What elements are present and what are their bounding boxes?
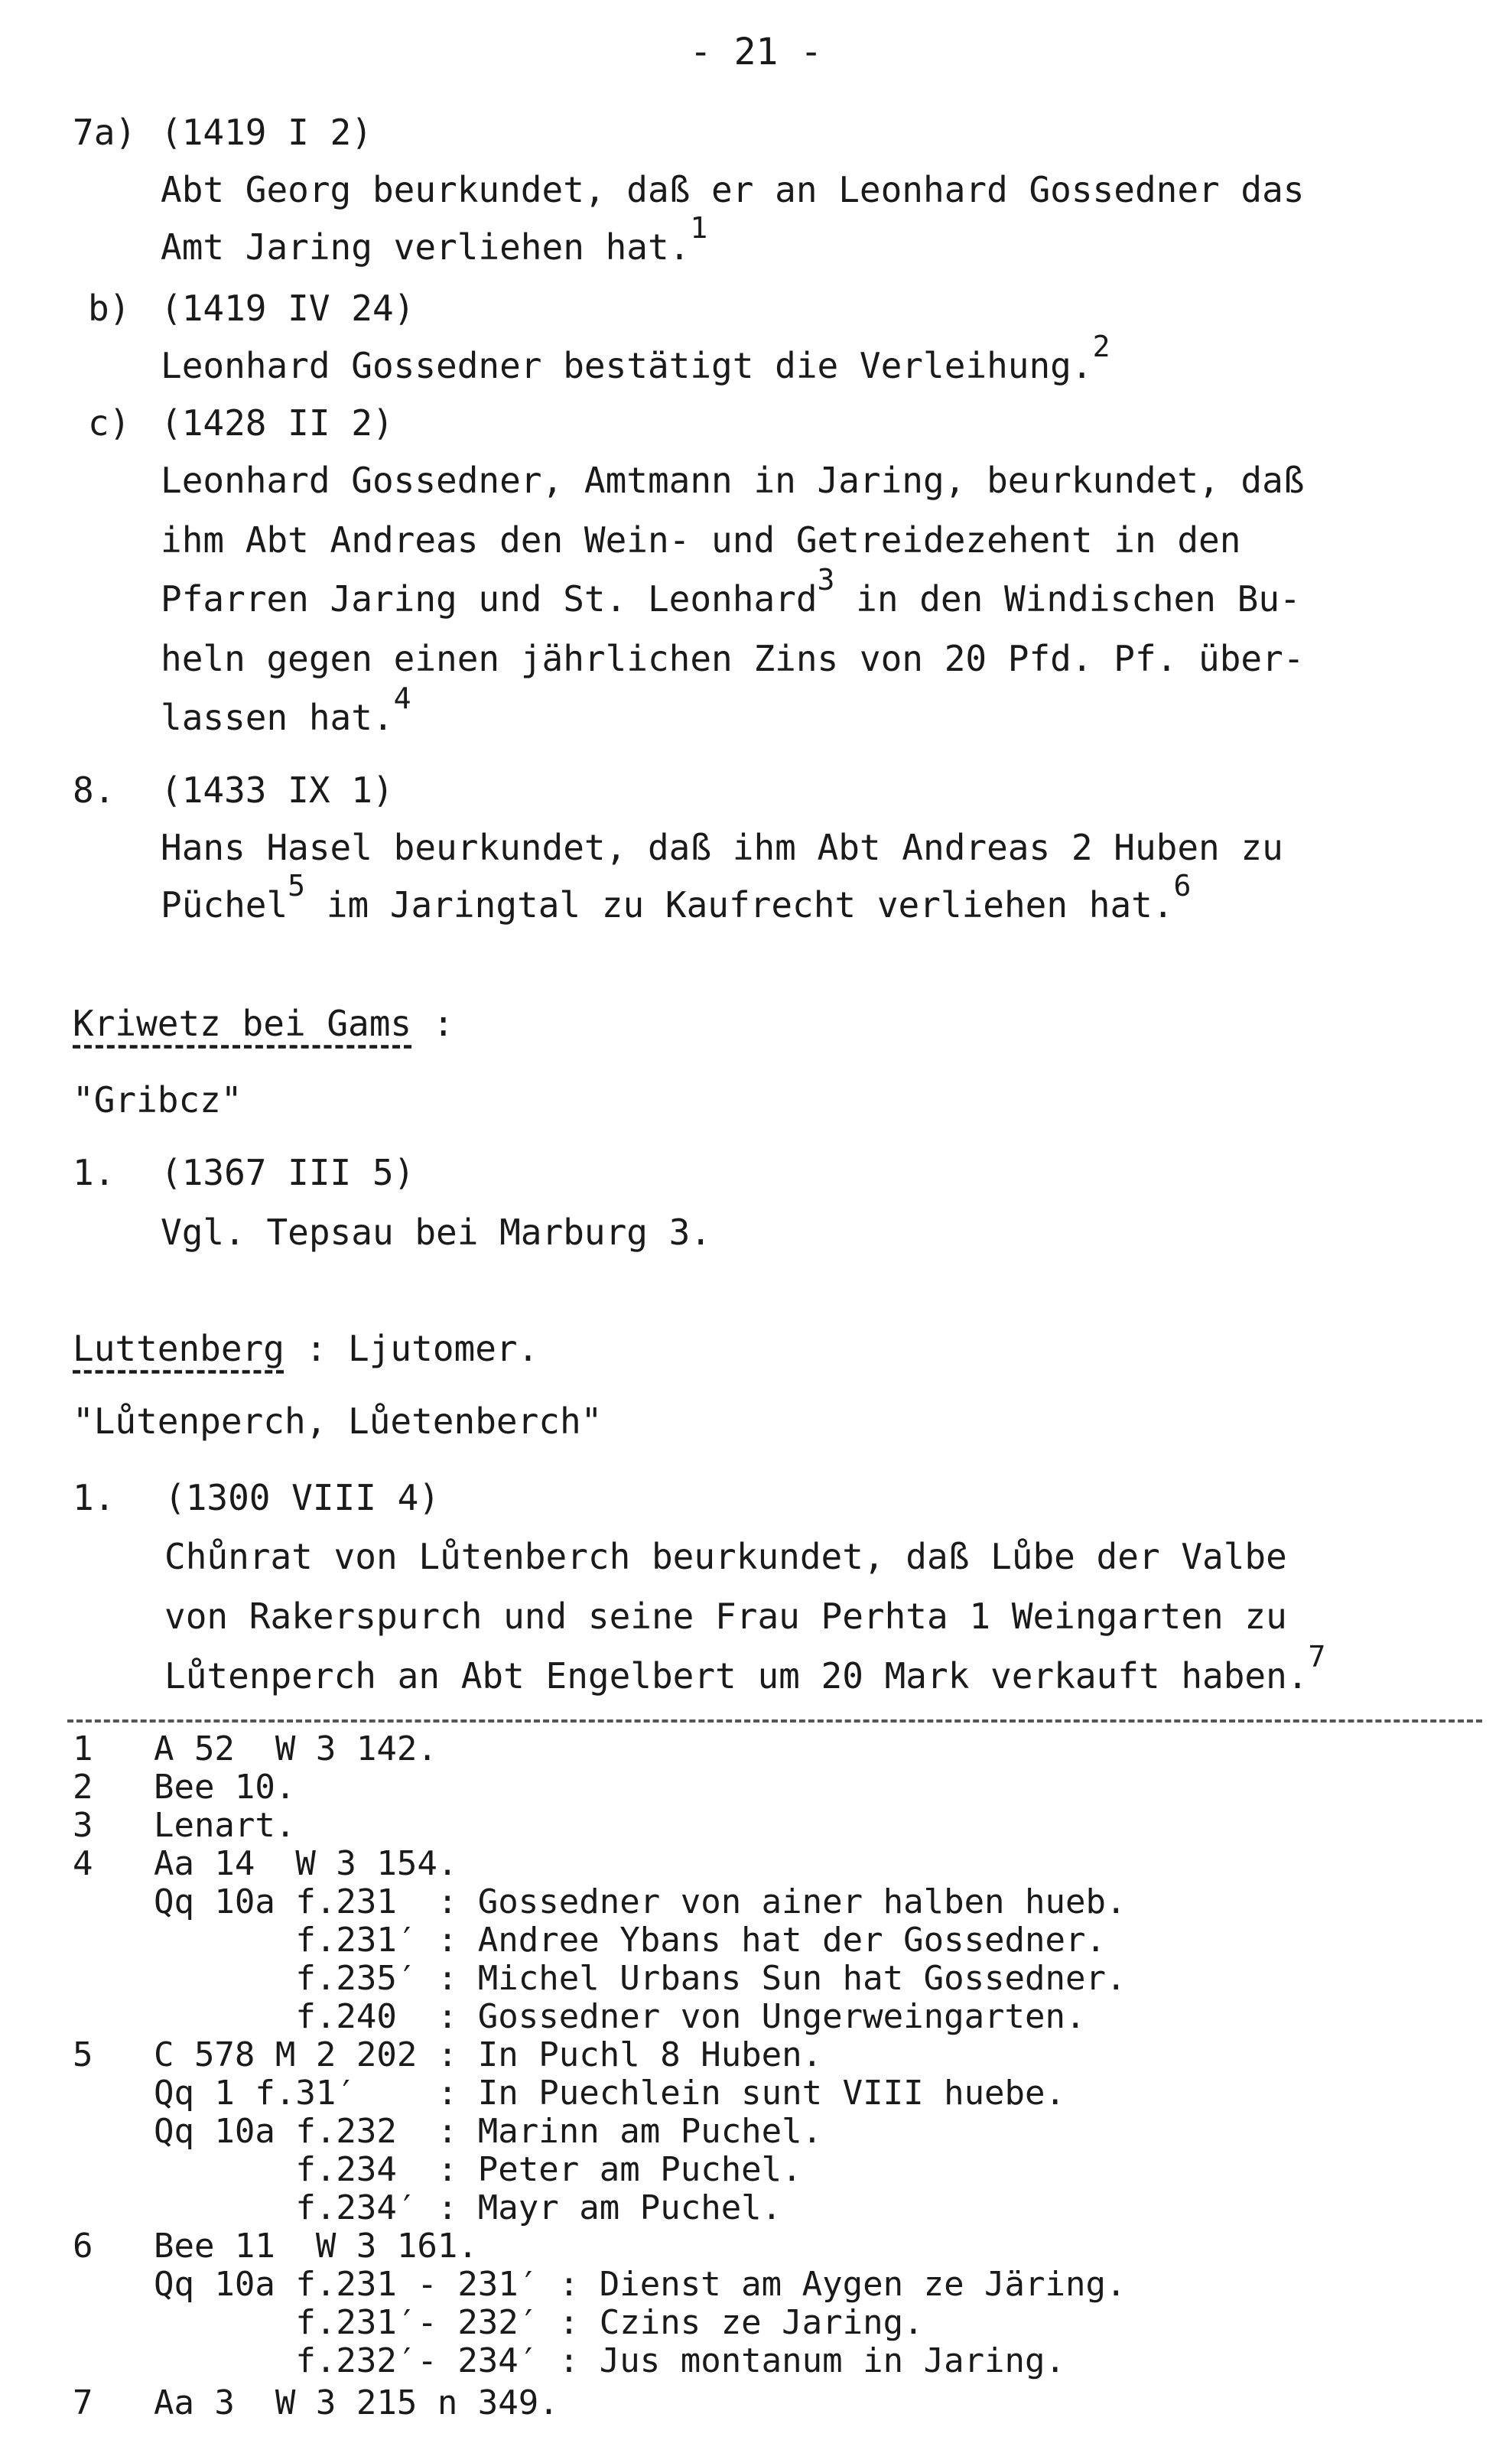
- footnote-line: Qq 1 f.31′ : In Puechlein sunt VIII huebe.: [73, 2074, 1066, 2113]
- entry-date: (1428 II 2): [161, 402, 394, 444]
- old-name: "Gribcz": [73, 1079, 242, 1121]
- footnote-line: Qq 10a f.231 : Gossedner von ainer halben hueb.: [73, 1882, 1127, 1921]
- entry-text: Amt Jaring verliehen hat.$^1$: [161, 211, 708, 268]
- footnote-line: 4 Aa 14 W 3 154.: [73, 1844, 458, 1883]
- entry-label: b): [88, 288, 131, 329]
- footnote-ref: 7: [1308, 1640, 1326, 1674]
- footnote-ref: 5: [288, 869, 306, 903]
- footnote-line: 6 Bee 11 W 3 161.: [73, 2227, 478, 2266]
- footnote-ref: 2: [1092, 330, 1110, 363]
- entry-date: (1300 VIII 4): [164, 1477, 441, 1518]
- entry-text: Abt Georg beurkundet, daß er an Leonhard Gossedner das: [161, 169, 1305, 210]
- entry-text: von Rakerspurch und seine Frau Perhta 1 Weingarten zu: [164, 1596, 1287, 1637]
- footnote-line: f.231′- 232′ : Czins ze Jaring.: [73, 2303, 924, 2342]
- section-heading: Kriwetz bei Gams :: [73, 1003, 454, 1044]
- footnote-line: 5 C 578 M 2 202 : In Puchl 8 Huben.: [73, 2035, 823, 2074]
- footnote-line: 2 Bee 10.: [73, 1768, 296, 1807]
- entry-label: 1.: [73, 1477, 115, 1518]
- footnote-line: f.234 : Peter am Puchel.: [73, 2150, 802, 2189]
- entry-text: heln gegen einen jährlichen Zins von 20 Pfd. Pf. über-: [161, 638, 1305, 679]
- entry-text: Leonhard Gossedner, Amtmann in Jaring, beurkundet, daß: [161, 460, 1305, 501]
- page-number: - 21 -: [689, 31, 823, 73]
- footnote-line: Qq 10a f.232 : Marinn am Puchel.: [73, 2112, 823, 2151]
- entry-text: Chůnrat von Lůtenberch beurkundet, daß Lůbe der Valbe: [164, 1536, 1287, 1577]
- entry-label: c): [88, 402, 131, 444]
- entry-text: Vgl. Tepsau bei Marburg 3.: [161, 1212, 712, 1253]
- entry-text: Püchel$^5$ im Jaringtal zu Kaufrecht verliehen hat.$^6$: [161, 869, 1192, 926]
- entry-date: (1419 I 2): [161, 112, 372, 153]
- entry-label: 7a): [73, 112, 137, 153]
- old-name: "Lůtenperch, Lůetenberch": [73, 1401, 603, 1442]
- entry-date: (1419 IV 24): [161, 288, 415, 329]
- footnote-line: f.231′ : Andree Ybans hat der Gossedner.: [73, 1921, 1107, 1960]
- entry-date: (1367 III 5): [161, 1152, 415, 1193]
- entry-text: Leonhard Gossedner bestätigt die Verleihung.$^2$: [161, 330, 1110, 386]
- entry-text: Pfarren Jaring und St. Leonhard$^3$ in den Windischen Bu-: [161, 563, 1301, 620]
- footnote-line: 3 Lenart.: [73, 1806, 296, 1845]
- footnote-line: f.240 : Gossedner von Ungerweingarten.: [73, 1997, 1086, 2036]
- entry-text: lassen hat.$^4$: [161, 682, 411, 738]
- entry-text: Hans Hasel beurkundet, daß ihm Abt Andreas 2 Huben zu: [161, 827, 1283, 868]
- entry-label: 1.: [73, 1152, 115, 1193]
- footnote-ref: 3: [817, 563, 835, 597]
- entry-date: (1433 IX 1): [161, 769, 394, 811]
- footnote-divider: [67, 1719, 1482, 1723]
- footnote-line: 1 A 52 W 3 142.: [73, 1729, 437, 1768]
- footnote-line: f.234′ : Mayr am Puchel.: [73, 2188, 782, 2227]
- footnote-ref: 1: [690, 211, 708, 245]
- footnote-line: Qq 10a f.231 - 231′ : Dienst am Aygen ze Järing.: [73, 2265, 1127, 2304]
- entry-label: 8.: [73, 769, 115, 811]
- entry-text: ihm Abt Andreas den Wein- und Getreidezehent in den: [161, 519, 1241, 561]
- footnote-line: f.232′- 234′ : Jus montanum in Jaring.: [73, 2341, 1066, 2380]
- footnote-line: f.235′ : Michel Urbans Sun hat Gossedner.: [73, 1959, 1127, 1998]
- footnote-ref: 6: [1173, 869, 1192, 903]
- section-heading: Luttenberg : Ljutomer.: [73, 1328, 539, 1369]
- entry-text: Lůtenperch an Abt Engelbert um 20 Mark verkauft haben.$^7$: [164, 1640, 1326, 1697]
- footnote-line: 7 Aa 3 W 3 215 n 349.: [73, 2383, 559, 2422]
- footnote-ref: 4: [393, 682, 411, 715]
